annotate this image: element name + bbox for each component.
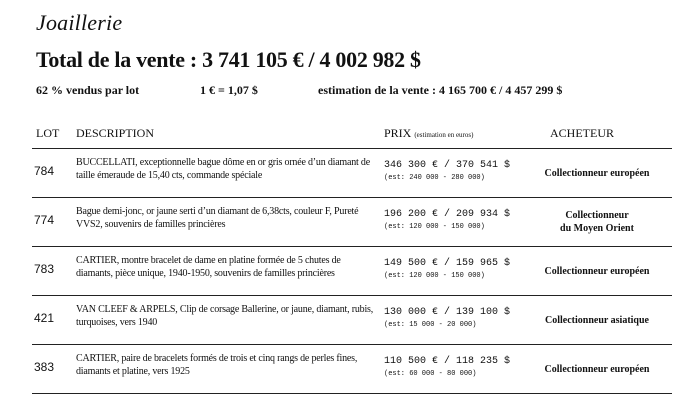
column-header-price-note: (estimation en euros)	[414, 131, 474, 139]
lot-number: 774	[34, 213, 55, 227]
lot-buyer	[522, 158, 672, 188]
table-row	[32, 248, 672, 294]
lot-description: CARTIER, paire de bracelets formés de trois et cinq rangs de perles fines, diamants et platine, vers 1925	[76, 353, 358, 377]
lot-price: 130 000 € / 139 100 $	[384, 307, 511, 318]
divider	[32, 148, 672, 149]
lot-number: 421	[34, 311, 55, 325]
lot-buyer-line-1: Collectionneur européen	[544, 363, 650, 375]
sale-total: Total de la vente : 3 741 105 € / 4 002 982 $	[36, 47, 421, 72]
lot-estimate: (est: 60 000 - 80 000)	[384, 370, 477, 378]
table-row	[32, 346, 672, 392]
lot-description: BUCCELLATI, exceptionnelle bague dôme en or gris ornée d’un diamant de taille émeraude de 15,40 cts, commande spéciale	[76, 157, 370, 181]
lot-price: 196 200 € / 209 934 $	[384, 209, 511, 220]
divider	[32, 197, 672, 198]
lot-buyer-line-1: Collectionneur européen	[544, 265, 650, 277]
lot-number: 383	[34, 360, 55, 374]
lot-price: 149 500 € / 159 965 $	[384, 258, 511, 269]
divider	[32, 393, 672, 394]
lot-estimate: (est: 15 000 - 20 000)	[384, 321, 477, 329]
lot-estimate: (est: 120 000 - 150 000)	[384, 223, 485, 231]
lot-number: 783	[34, 262, 55, 276]
divider	[32, 246, 672, 247]
lot-buyer	[522, 256, 672, 286]
lot-buyer	[522, 305, 672, 335]
column-header-description: DESCRIPTION	[76, 126, 155, 140]
lot-estimate: (est: 240 000 - 280 000)	[384, 174, 485, 182]
column-header-price-label: PRIX	[384, 126, 412, 140]
divider	[32, 295, 672, 296]
lot-price: 110 500 € / 118 235 $	[384, 356, 511, 367]
column-header-buyer: ACHETEUR	[550, 126, 614, 140]
section-title: Joaillerie	[36, 10, 123, 35]
lot-estimate: (est: 120 000 - 150 000)	[384, 272, 485, 280]
table-row	[32, 199, 672, 245]
lot-description: Bague demi-jonc, or jaune serti d’un diamant de 6,38cts, couleur F, Pureté VVS2, souvenirs de familles princières	[76, 206, 359, 230]
sale-estimate: estimation de la vente : 4 165 700 € / 4 457 299 $	[318, 83, 563, 97]
lot-description: VAN CLEEF & ARPELS, Clip de corsage Ballerine, or jaune, diamant, rubis, turquoises, vers 1940	[76, 304, 374, 328]
column-header-price	[384, 126, 473, 141]
lot-buyer-line-1: Collectionneur européen	[544, 167, 650, 179]
lot-buyer-line-1: Collectionneur asiatique	[545, 314, 649, 326]
divider	[32, 344, 672, 345]
lot-description: CARTIER, montre bracelet de dame en platine formée de 5 chutes de diamants, pièce unique, 1940-1950, souvenirs de familles princières	[76, 255, 341, 279]
lot-buyer	[522, 207, 672, 237]
lot-price: 346 300 € / 370 541 $	[384, 160, 511, 171]
sold-percentage: 62 % vendus par lot	[36, 83, 140, 97]
lot-buyer	[522, 354, 672, 384]
lot-buyer-line-1: Collectionneur	[565, 210, 629, 221]
table-row	[32, 297, 672, 343]
lot-buyer-line-2: du Moyen Orient	[560, 223, 634, 234]
exchange-rate: 1 € = 1,07 $	[200, 83, 258, 97]
column-header-lot: LOT	[36, 126, 60, 140]
table-row	[32, 150, 672, 196]
lot-number: 784	[34, 164, 55, 178]
